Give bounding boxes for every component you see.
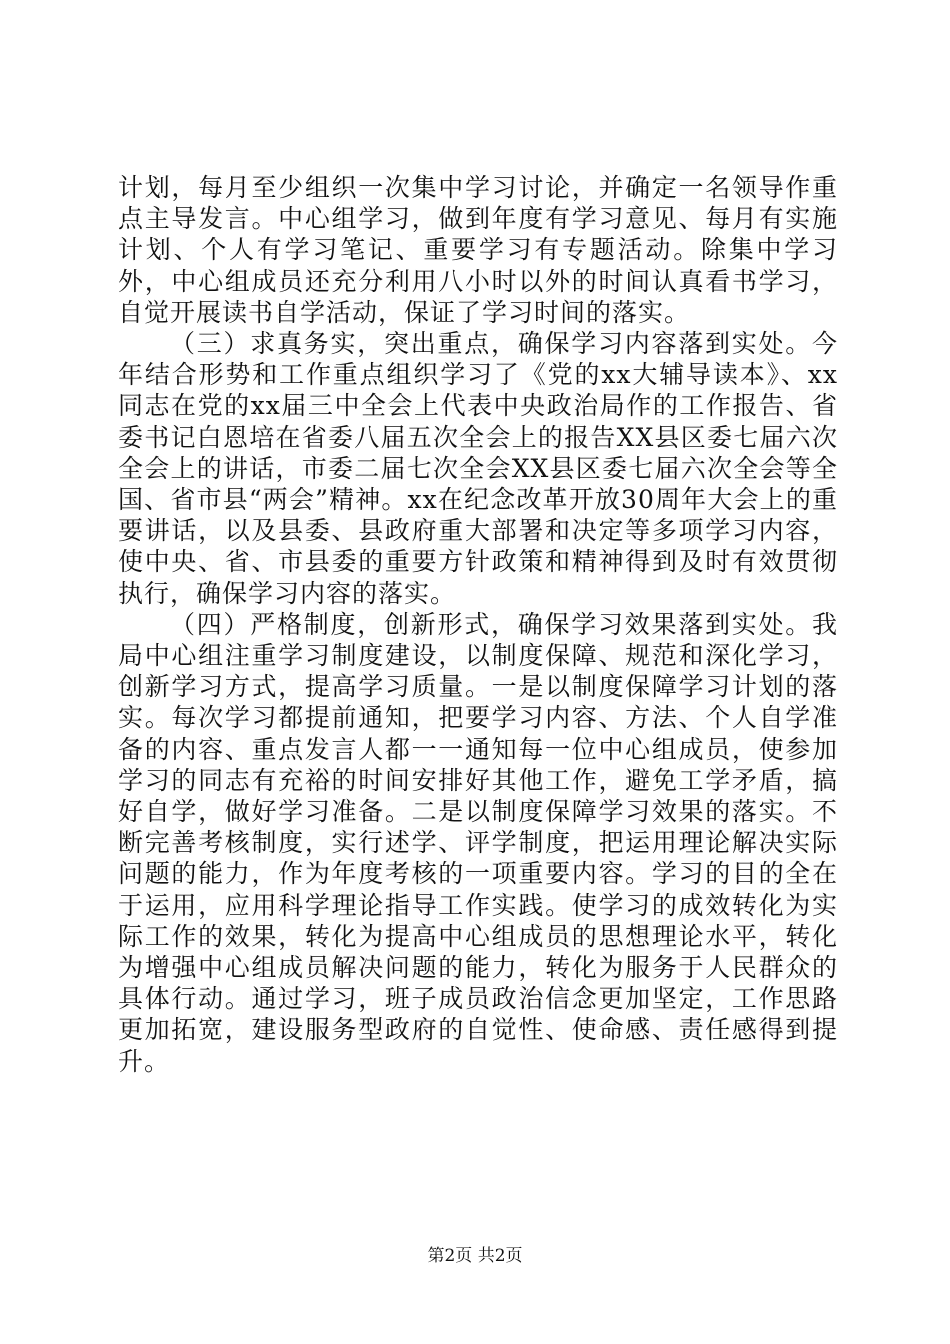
paragraph-section-three: （三）求真务实，突出重点，确保学习内容落到实处。今年结合形势和工作重点组织学习了《党的xx大辅导读本》、xx同志在党的xx届三中全会上代表中央政治局作的工作报告、省委书记白恩培在省委八届五次全会上的报告XX县区委七届六次全会上的讲话，市委二届七次全会XX县区委七届六次全会等全国、省市县“两会”精神。xx在纪念改革开放30周年大会上的重要讲话，以及县委、县政府重大部署和决定等多项学习内容，使中央、省、市县委的重要方针政策和精神得到及时有效贯彻执行，确保学习内容的落实。 bbox=[118, 329, 838, 608]
paragraph-section-four: （四）严格制度，创新形式，确保学习效果落到实处。我局中心组注重学习制度建设，以制度保障、规范和深化学习，创新学习方式，提高学习质量。一是以制度保障学习计划的落实。每次学习都提前通知，把要学习内容、方法、个人自学准备的内容、重点发言人都一一通知每一位中心组成员，使参加学习的同志有充裕的时间安排好其他工作，避免工学矛盾，搞好自学，做好学习准备。二是以制度保障学习效果的落实。不断完善考核制度，实行述学、评学制度，把运用理论解决实际问题的能力，作为年度考核的一项重要内容。学习的目的全在于运用，应用科学理论指导工作实践。使学习的成效转化为实际工作的效果，转化为提高中心组成员的思想理论水平，转化为增强中心组成员解决问题的能力，转化为服务于人民群众的具体行动。通过学习，班子成员政治信念更加坚定，工作思路更加拓宽，建设服务型政府的自觉性、使命感、责任感得到提升。 bbox=[118, 609, 838, 1076]
paragraph-continuation: 计划，每月至少组织一次集中学习讨论，并确定一名领导作重点主导发言。中心组学习，做到年度有学习意见、每月有实施计划、个人有学习笔记、重要学习有专题活动。除集中学习外，中心组成员还充分利用八小时以外的时间认真看书学习，自觉开展读书自学活动，保证了学习时间的落实。 bbox=[118, 173, 838, 327]
document-body bbox=[118, 172, 838, 1077]
page-footer: 第2页 共2页 bbox=[427, 1246, 523, 1266]
